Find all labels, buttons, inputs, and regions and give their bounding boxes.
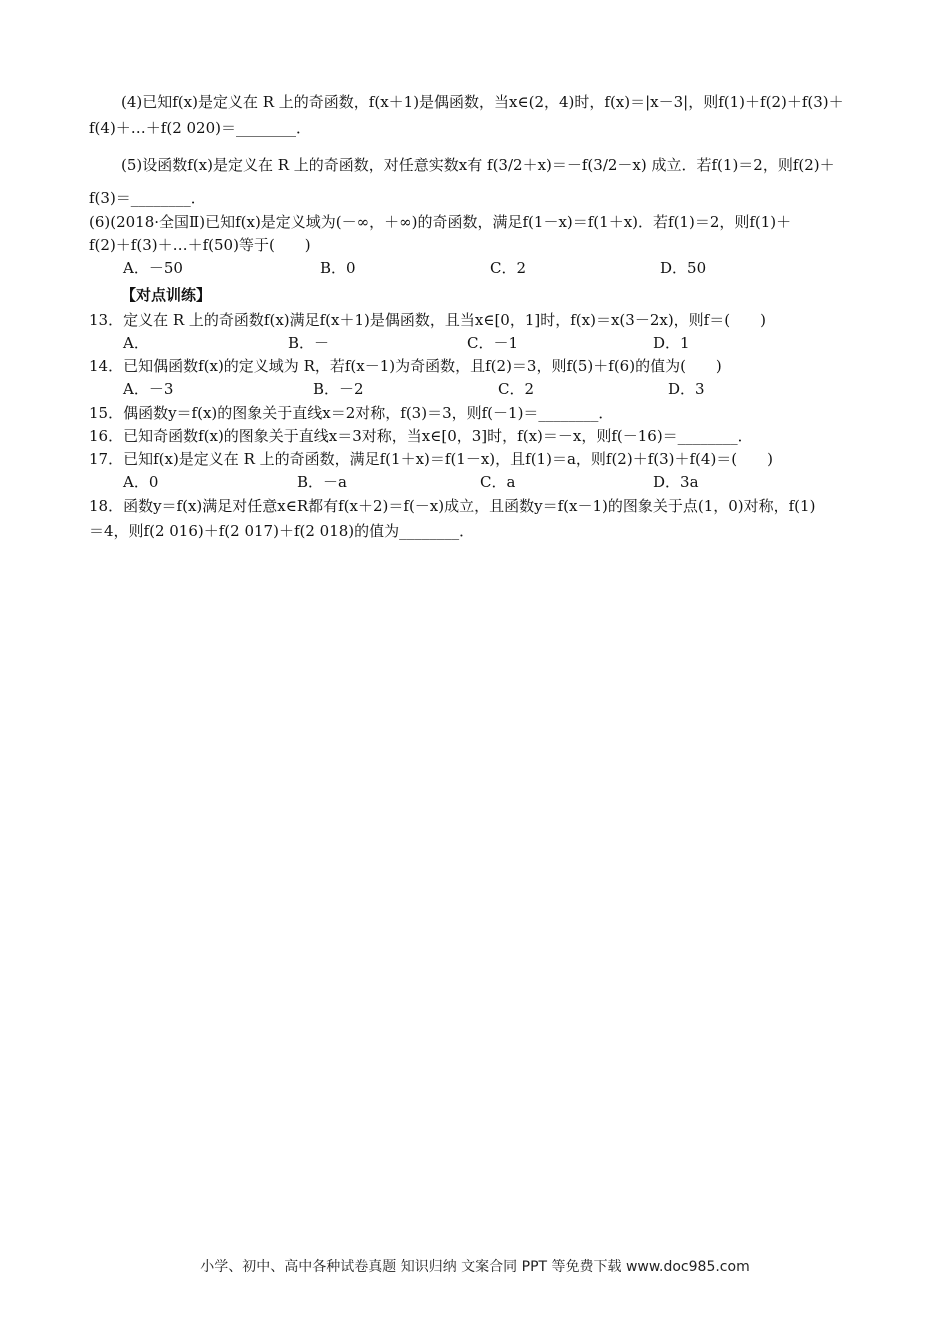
exercise-13-options bbox=[0, 333, 950, 353]
option-c: C．－1 bbox=[467, 334, 519, 352]
exercise-16: 16．已知奇函数f(x)的图象关于直线x＝3对称，当x∈[0，3]时，f(x)＝－x，则f(－16)＝________． bbox=[89, 427, 753, 445]
option-b: B．－a bbox=[297, 473, 347, 491]
option-d: D．3a bbox=[653, 473, 699, 491]
problem-4-line-2: f(4)＋…＋f(2 020)＝________． bbox=[89, 119, 311, 137]
option-a: A． bbox=[123, 334, 149, 352]
option-c: C．a bbox=[480, 473, 516, 491]
footer-text: 小学、初中、高中各种试卷真题 知识归纳 文案合同 PPT 等免费下载 www.doc985.com bbox=[200, 1259, 750, 1275]
option-b: B．0 bbox=[320, 259, 356, 277]
exercise-18-line-2: ＝4，则f(2 016)＋f(2 017)＋f(2 018)的值为________． bbox=[89, 522, 475, 540]
option-a: A．0 bbox=[123, 473, 159, 491]
exercise-18-line-1: 18．函数y＝f(x)满足对任意x∈R都有f(x＋2)＝f(－x)成立，且函数y＝f(x－1)的图象关于点(1，0)对称，f(1) bbox=[89, 497, 816, 515]
exercise-17-options bbox=[0, 472, 950, 492]
exercise-17: 17．已知f(x)是定义在 R 上的奇函数，满足f(1＋x)＝f(1－x)，且f(1)＝a，则f(2)＋f(3)＋f(4)＝( ) bbox=[89, 450, 773, 468]
option-b: B．－ bbox=[288, 334, 330, 352]
option-a: A．－50 bbox=[123, 259, 183, 277]
option-d: D．50 bbox=[660, 259, 707, 277]
problem-6-line-1: (6)(2018·全国Ⅱ)已知f(x)是定义域为(－∞，＋∞)的奇函数，满足f(1－x)＝f(1＋x)．若f(1)＝2，则f(1)＋ bbox=[89, 213, 792, 231]
option-c: C．2 bbox=[498, 380, 535, 398]
exercise-14-options bbox=[0, 379, 950, 399]
option-d: D．1 bbox=[653, 334, 690, 352]
problem-4-line-1: (4)已知f(x)是定义在 R 上的奇函数，f(x＋1)是偶函数，当x∈(2，4)时，f(x)＝|x－3|，则f(1)＋f(2)＋f(3)＋ bbox=[121, 93, 844, 111]
option-d: D．3 bbox=[668, 380, 705, 398]
problem-5-line-2: f(3)＝________． bbox=[89, 189, 206, 207]
exercise-15: 15．偶函数y＝f(x)的图象关于直线x＝2对称，f(3)＝3，则f(－1)＝________． bbox=[89, 404, 614, 422]
option-c: C．2 bbox=[490, 259, 527, 277]
exercise-14: 14．已知偶函数f(x)的定义域为 R，若f(x－1)为奇函数，且f(2)＝3，则f(5)＋f(6)的值为( ) bbox=[89, 357, 722, 375]
problem-5-line-1: (5)设函数f(x)是定义在 R 上的奇函数，对任意实数x有 f(3/2＋x)＝－f(3/2－x) 成立．若f(1)＝2，则f(2)＋ bbox=[121, 156, 835, 174]
option-b: B．－2 bbox=[313, 380, 364, 398]
option-a: A．－3 bbox=[123, 380, 174, 398]
exercise-13: 13．定义在 R 上的奇函数f(x)满足f(x＋1)是偶函数，且当x∈[0，1]时，f(x)＝x(3－2x)，则f＝( ) bbox=[89, 311, 766, 329]
problem-6-options bbox=[0, 258, 950, 278]
problem-6-line-2: f(2)＋f(3)＋…＋f(50)等于( ) bbox=[89, 236, 311, 254]
section-title: 【对点训练】 bbox=[121, 286, 212, 304]
